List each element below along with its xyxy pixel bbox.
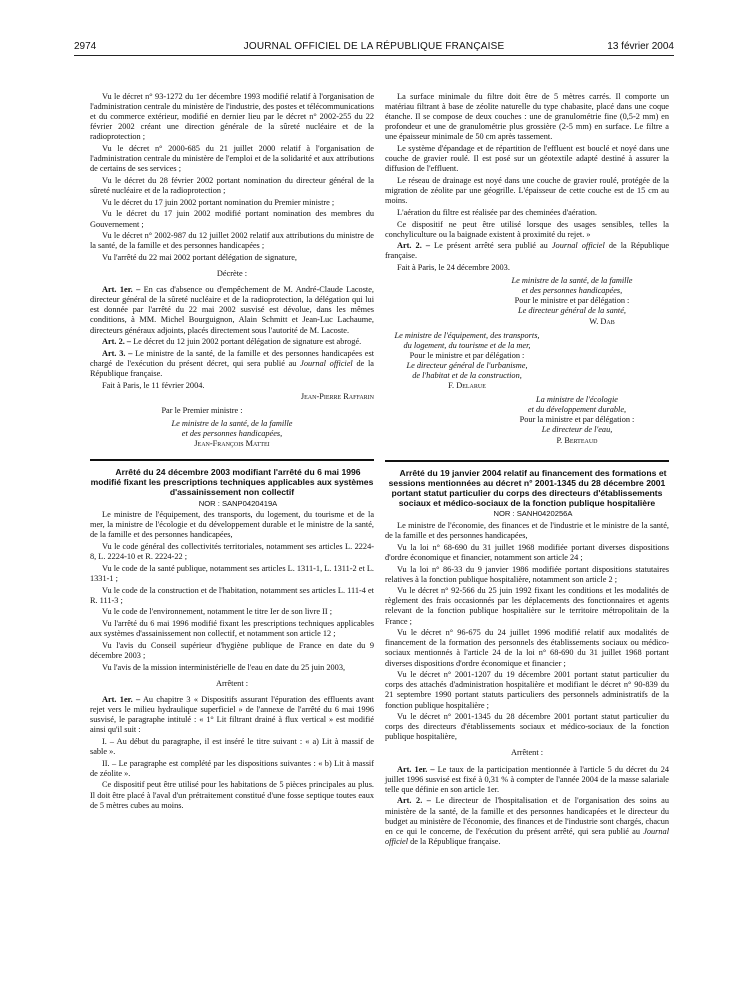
par-line: Par le Premier ministre : <box>161 405 243 415</box>
decree-title: Arrêté du 24 décembre 2003 modifiant l'arrêté du 6 mai 1996 modifié fixant les prescriptions techniques applicables aux systèmes d'assainissement non collectif <box>90 466 374 497</box>
paragraph: II. – Le paragraphe est complété par les dispositions suivantes : « b) Lit à massif de zéolite ». <box>90 758 374 778</box>
visa: Vu le décret n° 92-566 du 25 juin 1992 fixant les conditions et les modalités de règlement des frais occasionnés par les déplacements des fonctionnaires et agents relevant de la fonction publique hospitalière sur le territoire métropolitain de la France ; <box>385 586 669 626</box>
journal-ref: Journal officiel <box>300 359 353 368</box>
visa: Vu le décret n° 2000-685 du 21 juillet 2000 relatif à l'organisation de l'administration centrale du ministère de l'emploi et de la solidarité et aux attributions de certains de ses services ; <box>90 144 374 174</box>
paragraph: L'aération du filtre est réalisée par des cheminées d'aération. <box>397 207 597 217</box>
issue-date: 13 février 2004 <box>607 41 674 52</box>
article-2 <box>385 796 669 846</box>
visa: Vu le décret n° 2001-1207 du 19 décembre 2001 portant statut particulier du corps des attachés d'administration hospitalière et modifiant le décret n° 90-839 du 21 septembre 1990 portant statuts particuliers des personnels administratifs de la fonction publique hospitalière ; <box>385 670 669 710</box>
page-header <box>74 41 674 55</box>
minister-title: Le ministre de l'équipement, des transports, <box>394 330 540 340</box>
minister-title: du logement, du tourisme et de la mer, <box>403 340 531 350</box>
article-text: de la République française. <box>385 241 670 261</box>
article-1 <box>385 765 669 795</box>
article-label: Art. 1er. – <box>102 285 141 295</box>
paragraph: Ce dispositif ne peut être utilisé lorsque des usages sensibles, telles la conchyliculture ou la baignade existent à proximité du rejet. » <box>385 219 669 239</box>
official-title: Le directeur de l'eau, <box>541 425 613 435</box>
visa: Vu la loi n° 68-690 du 31 juillet 1968 modifiée portant diverses dispositions d'ordre économique et financier, notamment son article 24 ; <box>385 542 669 562</box>
visa: Vu le décret du 28 février 2002 portant nomination du directeur général de la sûreté nucléaire et de la radioprotection ; <box>90 175 374 196</box>
visa: Vu le décret du 17 juin 2002 modifié portant nomination des membres du Gouvernement ; <box>90 209 374 229</box>
signature-block <box>485 395 669 445</box>
visa: Vu l'avis de la mission interministérielle de l'eau en date du 25 juin 2003, <box>102 662 346 672</box>
article-text: de la République française. <box>90 359 374 379</box>
nor-reference: NOR : SANH0420256A <box>493 509 573 519</box>
article-label: Art. 2. – <box>102 337 132 347</box>
visa: Vu le décret n° 2002-987 du 12 juillet 2002 relatif aux attributions du ministre de la santé, de la famille et des personnes handicapées ; <box>90 231 374 251</box>
article-label: Art. 2. – <box>397 241 430 251</box>
nor-reference: NOR : SANP0420419A <box>198 498 278 508</box>
article-text: Au chapitre 3 « Dispositifs assurant l'épuration des effluents avant rejet vers le milieu hydraulique superficiel » de l'annexe de l'arrêté du 6 mai 1996 susvisé, le paragraphe intitulé : « 1° Lit filtrant drainé à flux vertical » est modifié ainsi qu'il suit : <box>90 694 374 735</box>
visa: Vu la loi n° 86-33 du 9 janvier 1986 modifiée portant dispositions statutaires relatives à la fonction publique hospitalière, notamment son article 2 ; <box>385 564 669 584</box>
minister-title: et des personnes handicapées, <box>181 428 283 438</box>
signature-block <box>475 276 669 326</box>
signature: W. Dab <box>589 316 615 326</box>
delegation-line: Pour le ministre et par délégation : <box>409 350 525 360</box>
signature: Jean-François Mattei <box>194 438 270 448</box>
signature-block <box>385 331 549 392</box>
paragraph: Le système d'épandage et de répartition de l'effluent est bouclé et noyé dans une couche de gravier roulé. Il est posé sur un géotextile adapté destiné à assurer la diffusion de l'effluent. <box>385 144 669 174</box>
date-line: Fait à Paris, le 24 décembre 2003. <box>397 263 510 273</box>
article-text: En cas d'absence ou d'empêchement de M. André-Claude Lacoste, directeur général de la sûreté nucléaire et de la radioprotection, la délégation qui lui est donnée par l'arrêté du 22 mai 2002 susvisé est dévolue, dans les mêmes conditions, à MM. Michel Bourguignon, Alain Schmitt et Jean-Luc Lachaume, directeurs généraux adjoints, placés directement sous l'autorité de M. Lacoste. <box>90 285 374 335</box>
section-divider <box>90 459 374 461</box>
visa: Vu le code de l'environnement, notamment le titre Ier de son livre II ; <box>102 607 333 617</box>
article-2 <box>385 241 669 261</box>
visa: Vu le décret n° 96-675 du 24 juillet 1996 modifié relatif aux modalités de financement de la formation des personnels des établissements sociaux ou médico-sociaux mentionnés à l'article 24 de la loi n° 68-690 du 31 juillet 1968 portant diverses dispositions d'ordre économique et financier ; <box>385 628 669 668</box>
page-number: 2974 <box>74 41 97 52</box>
visa: Vu le décret n° 2001-1345 du 28 décembre 2001 portant statut particulier du corps des directeurs d'établissements sociaux et médico-sociaux de la fonction publique hospitalière, <box>385 712 669 742</box>
paragraph: I. – Au début du paragraphe, il est inséré le titre suivant : « a) Lit à massif de sable ». <box>90 736 374 756</box>
signature: P. Berteaud <box>556 435 598 445</box>
paragraph: Ce dispositif peut être utilisé pour les habitations de 5 pièces principales au plus. Il doit être placé à l'aval d'un prétraitement constitué d'une fosse septique toutes eaux de 5 mètres cubes au moins. <box>90 780 374 810</box>
article-label: Art. 2. – <box>397 796 431 806</box>
article-text: Le ministre de la santé, de la famille et des personnes handicapées est chargé de l'exécution du présent décret, qui sera publié au <box>90 348 375 368</box>
article-text: de la République française. <box>408 836 501 846</box>
article-1 <box>90 695 374 735</box>
article-text: Le taux de la participation mentionnée à l'article 5 du décret du 24 juillet 1996 susvisé est fixé à 0,31 % à compter de l'année 2004 de la masse salariale telle que définie en son article 1er. <box>385 764 670 794</box>
visa: Vu le code de la construction et de l'habitation, notamment ses articles L. 111-4 et R. 111-3 ; <box>90 585 374 605</box>
arretent-heading: Arrêtent : <box>215 678 249 688</box>
arretent-heading: Arrêtent : <box>510 748 544 758</box>
decree-title: Arrêté du 19 janvier 2004 relatif au financement des formations et sessions mentionnées au décret n° 2001-1345 du 28 décembre 2001 portant statut particulier du corps des directeurs d'établissements sociaux et médico-sociaux de la fonction publique hospitalière <box>388 467 667 508</box>
decrete-heading: Décrète : <box>216 269 248 279</box>
article-3 <box>90 349 374 379</box>
minister-title: et du développement durable, <box>527 405 627 415</box>
visa: Vu le décret n° 93-1272 du 1er décembre 1993 modifié relatif à l'organisation de l'administration centrale du ministère de l'industrie, des postes et télécommunications et du commerce extérieur, modifié en dernier lieu par le décret n° 2002-255 du 22 février 2002 créant une direction générale de la sûreté nucléaire et de la radioprotection ; <box>90 92 374 142</box>
journal-title: JOURNAL OFFICIEL DE LA RÉPUBLIQUE FRANÇAISE <box>243 41 505 52</box>
article-label: Art. 3. – <box>102 348 133 358</box>
minister-title: Le ministre de la santé, de la famille <box>511 276 633 286</box>
visa: Vu l'avis du Conseil supérieur d'hygiène publique de France en date du 9 décembre 2003 ; <box>90 640 374 660</box>
official-title: Le directeur général de l'urbanisme, <box>406 360 528 370</box>
article-text: Le directeur de l'hospitalisation et de l'organisation des soins au ministère de la santé, de la famille et des personnes handicapées et le directeur du budget au ministère de l'économie, des finances et de l'industrie sont chargés, chacun en ce qui le concerne, de l'exécution du présent arrêté, qui sera publié au <box>385 796 669 836</box>
minister-title: La ministre de l'écologie <box>536 395 618 405</box>
article-2 <box>90 337 374 347</box>
signature: F. Delarue <box>448 381 486 391</box>
delegation-line: Pour le ministre et par délégation : <box>514 296 630 306</box>
journal-ref: Journal officiel <box>551 241 605 251</box>
visa: Vu l'arrêté du 22 mai 2002 portant délégation de signature, <box>102 252 297 262</box>
minister-title: et des personnes handicapées, <box>521 286 623 296</box>
preamble: Le ministre de l'équipement, des transports, du logement, du tourisme et de la mer, la ministre de l'écologie et du développement durable et le ministre de la santé, de la famille et des personnes handicapées, <box>90 510 374 540</box>
article-text: Le présent arrêté sera publié au <box>434 241 552 251</box>
header-rule <box>74 55 674 56</box>
article-text: Le décret du 12 juin 2002 portant délégation de signature est abrogé. <box>133 337 362 347</box>
article-label: Art. 1er. – <box>102 694 141 704</box>
paragraph: Le réseau de drainage est noyé dans une couche de gravier roulé, protégée de la migration de zéolite par une géogrille. L'épaisseur de cette couche est de 15 cm au moins. <box>385 175 669 206</box>
section-divider <box>385 460 669 462</box>
delegation-line: Pour la ministre et par délégation : <box>519 415 635 425</box>
journal-ref: Journal officiel <box>385 826 669 846</box>
visa: Vu l'arrêté du 6 mai 1996 modifié fixant les prescriptions techniques applicables aux systèmes d'assainissement non collectif, et notamment son article 12 ; <box>90 619 374 639</box>
visa: Vu le décret du 17 juin 2002 portant nomination du Premier ministre ; <box>102 197 335 207</box>
official-title: de l'habitat et de la construction, <box>412 371 522 380</box>
official-title: Le directeur général de la santé, <box>518 306 626 316</box>
visa: Vu le code de la santé publique, notamment ses articles L. 1311-1, L. 1311-2 et L. 1331-1 ; <box>90 563 374 583</box>
minister-title: Le ministre de la santé, de la famille <box>171 418 293 428</box>
right-column <box>385 92 669 849</box>
signature: Jean-Pierre Raffarin <box>300 392 374 402</box>
left-column <box>90 92 374 812</box>
preamble: Le ministre de l'économie, des finances et de l'industrie et le ministre de la santé, de la famille et des personnes handicapées, <box>385 520 669 541</box>
visa: Vu le code général des collectivités territoriales, notamment ses articles L. 2224-8, L. 2224-10 et R. 2224-22 ; <box>90 542 374 562</box>
date-line: Fait à Paris, le 11 février 2004. <box>102 380 205 390</box>
paragraph: La surface minimale du filtre doit être de 5 mètres carrés. Il comporte un matériau filtrant à base de zéolite naturelle du type chabasite, placé dans une coque étanche. Il se compose de deux couches : une de granulométrie fine (0,5-2 mm) en profondeur et une de granulométrie plus grossière (2-5 mm) en surface. Le filtre a une épaisseur minimale de 50 cm après tassement. <box>385 92 669 142</box>
article-label: Art. 1er. – <box>397 764 435 774</box>
article-1 <box>90 285 374 335</box>
